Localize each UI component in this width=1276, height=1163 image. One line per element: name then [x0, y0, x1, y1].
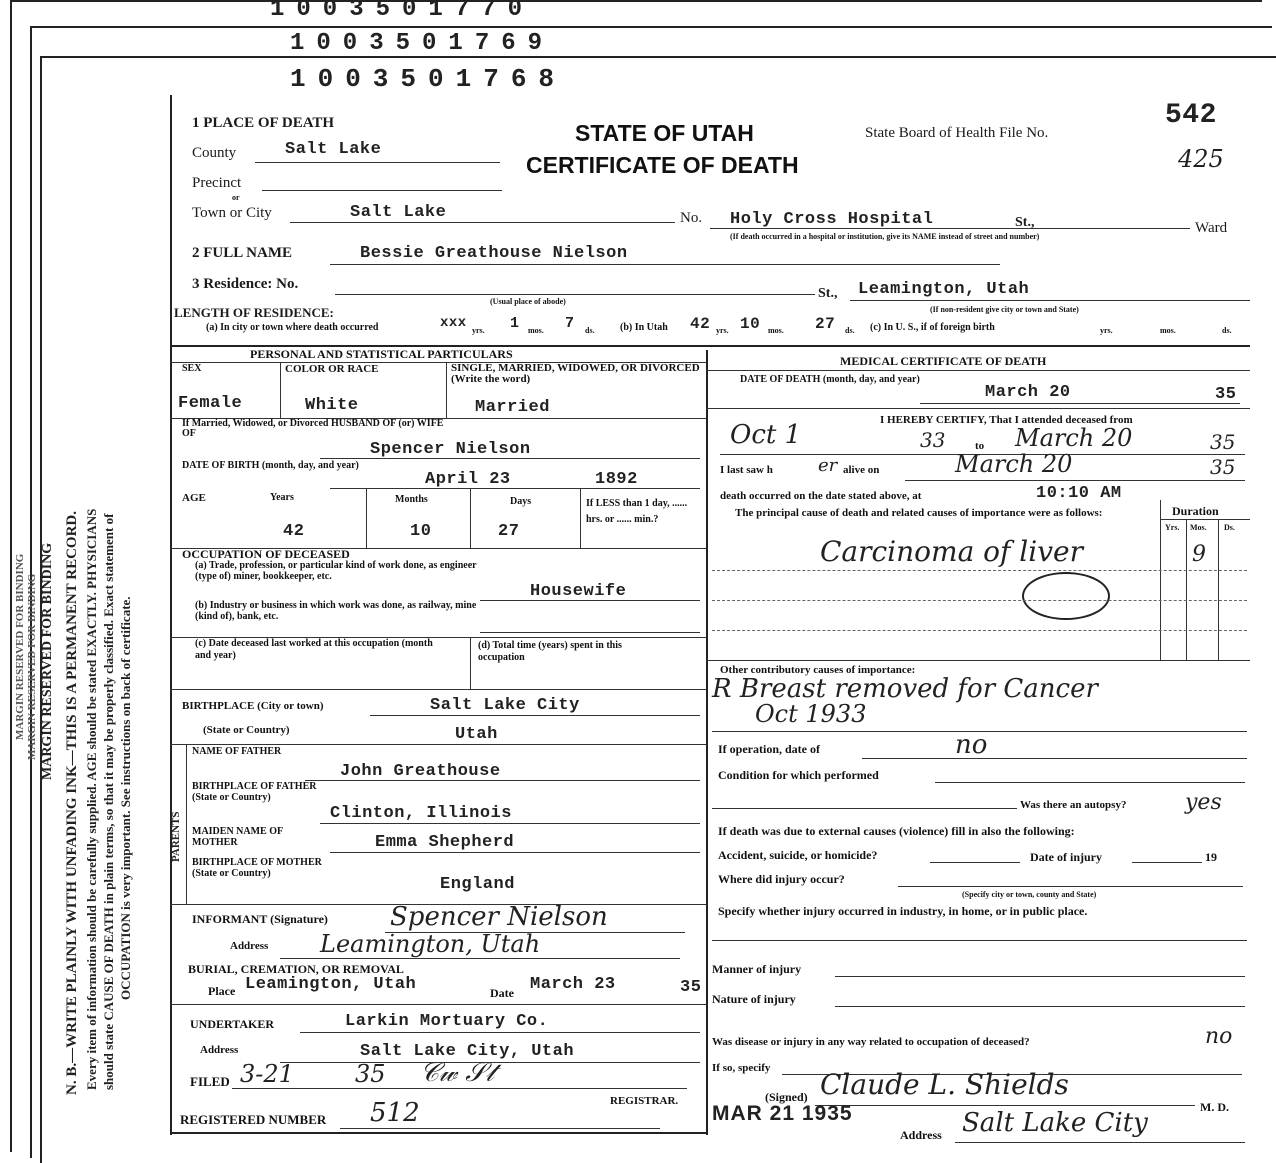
undertaker-label: UNDERTAKER [190, 1017, 275, 1031]
husband-value: Spencer Nielson [370, 440, 531, 459]
age-label: AGE [182, 492, 206, 504]
margin-instruction-2: should state CAUSE OF DEATH in plain terms, so that it may be properly classified. Exact statement of [101, 513, 116, 1090]
husband-label: If Married, Widowed, or Divorced HUSBAND OF (or) WIFE OF [182, 418, 444, 439]
nature-line [835, 1006, 1245, 1007]
birthplace-label: BIRTHPLACE (City or town) [182, 700, 324, 712]
operation-line [862, 758, 1247, 759]
dob-month-day: April 23 [425, 470, 511, 489]
hospital-value: Holy Cross Hospital [730, 210, 934, 229]
father-name-line [305, 780, 700, 781]
contributory-cause-1: R Breast removed for Cancer [712, 674, 1098, 704]
serial-number-1: 1003501770 [270, 0, 535, 23]
last-saw-year: 35 [1210, 455, 1236, 479]
abode-note: (Usual place of abode) [490, 297, 566, 306]
father-birthplace-value: Clinton, Illinois [330, 804, 512, 823]
residence-utah-years: 42 [690, 315, 711, 333]
county-value: Salt Lake [285, 140, 382, 159]
md-label: M. D. [1200, 1100, 1229, 1114]
occupation-label: OCCUPATION OF DECEASED [182, 547, 350, 561]
if-so-label: If so, specify [712, 1062, 771, 1074]
father-name-value: John Greathouse [340, 762, 501, 781]
duration-divider-1 [1186, 519, 1187, 660]
dod-value: March 20 [985, 383, 1071, 402]
marital-label: SINGLE, MARRIED, WIDOWED, OR DIVORCED (Write the word) [451, 362, 700, 385]
condition-label: Condition for which performed [718, 768, 879, 782]
residence-us-mos-label: mos. [1160, 326, 1176, 335]
received-date-stamp: MAR 21 1935 [712, 1102, 853, 1125]
street-no-label: No. [680, 210, 703, 226]
occupation-c-label: (c) Date deceased last worked at this occupation (month and year) [195, 638, 433, 661]
filed-date-value: 3-21 [240, 1060, 294, 1088]
margin-instruction-1: Every item of information should be carefully supplied. AGE should be stated EXACTLY. PHYSICIANS [84, 508, 99, 1090]
where-injury-label: Where did injury occur? [718, 872, 845, 886]
cause-code-stamp [1022, 572, 1110, 620]
informant-address-line [280, 958, 680, 959]
burial-place-label: Place [208, 984, 236, 998]
undertaker-address-value: Salt Lake City, Utah [360, 1042, 575, 1061]
margin-instruction-3: OCCUPATION is very important. See instructions on back of certificate. [118, 596, 133, 1000]
industry-line [480, 632, 700, 633]
injury-year-prefix: 19 [1205, 850, 1217, 864]
injury-date-line [1132, 862, 1202, 863]
residence-city-line [850, 300, 1250, 301]
age-years-value: 42 [283, 522, 305, 541]
age-months-value: 10 [410, 522, 432, 541]
time-of-death: 10:10 AM [1036, 484, 1122, 503]
registered-number-line [340, 1128, 660, 1129]
specify-injury-label: Specify whether injury occurred in industry, in home, or in public place. [718, 904, 1088, 918]
dod-year: 35 [1215, 385, 1237, 404]
disease-label: Was disease or injury in any way related to occupation of deceased? [712, 1036, 1030, 1048]
sex-label: SEX [182, 363, 202, 374]
residence-city-yrs-label: yrs. [472, 326, 485, 335]
dod-rule [706, 408, 1250, 409]
residence-city-ds-label: ds. [585, 326, 595, 335]
occupation-a-label: (a) Trade, profession, or particular kind of work done, as engineer (type of) miner, bookkeeper, etc. [195, 560, 477, 582]
duration-left-border [1160, 500, 1161, 660]
age-months-label: Months [395, 494, 428, 505]
full-name-label: 2 FULL NAME [192, 245, 293, 261]
mother-name-value: Emma Shepherd [375, 833, 515, 852]
residence-us-yrs-label: yrs. [1100, 326, 1113, 335]
residence-utah-days: 27 [815, 315, 836, 333]
color-value: White [305, 396, 359, 415]
dob-year: 1892 [595, 470, 638, 489]
county-line [255, 162, 500, 163]
duration-label: Duration [1172, 504, 1219, 518]
age-days-label: Days [510, 496, 532, 507]
last-saw-line [905, 480, 1245, 481]
occupation-line [480, 600, 700, 601]
town-line [290, 222, 675, 223]
medical-header-rule [706, 370, 1250, 371]
undertaker-address-label: Address [200, 1044, 239, 1056]
residence-label: 3 Residence: No. [192, 276, 299, 292]
manner-label: Manner of injury [712, 962, 802, 976]
residence-city-months: 1 [510, 315, 520, 332]
residence-us-label: (c) In U. S., if of foreign birth [870, 322, 995, 333]
accident-label: Accident, suicide, or homicide? [718, 848, 878, 862]
attended-to-year: 35 [1210, 430, 1236, 454]
marital-value: Married [475, 398, 550, 417]
residence-city-days: 7 [565, 315, 575, 332]
age-divider-1 [366, 488, 367, 548]
residence-city-years: xxx [440, 315, 467, 331]
occupation-value: Housewife [530, 582, 627, 601]
margin-nb-line: N. B.—WRITE PLAINLY WITH UNFADING INK—THIS IS A PERMANENT RECORD. [64, 511, 80, 1095]
attended-to: March 20 [1015, 424, 1133, 452]
dod-label: DATE OF DEATH (month, day, and year) [740, 374, 920, 385]
burial-rule [170, 1004, 706, 1005]
last-saw-her: er [818, 455, 838, 476]
filed-label: FILED [190, 1074, 230, 1089]
informant-address-label: Address [230, 940, 269, 952]
signature-line [815, 1105, 1195, 1106]
full-name-line [330, 264, 1000, 265]
burial-place-value: Leamington, Utah [245, 975, 417, 994]
precinct-label: Precinct [192, 175, 242, 191]
operation-value: no [955, 730, 988, 760]
dob-label: DATE OF BIRTH (month, day, and year) [182, 460, 359, 471]
occupation-cd-divider [470, 637, 471, 689]
form-bottom-rule [170, 1132, 706, 1134]
last-saw-value: March 20 [955, 450, 1073, 478]
autopsy-label: Was there an autopsy? [1020, 799, 1127, 811]
cause-line-1 [712, 570, 1247, 571]
residence-utah-ds-label: ds. [845, 326, 855, 335]
condition-line-2 [712, 808, 1017, 809]
residence-utah-yrs-label: yrs. [716, 326, 729, 335]
residence-utah-label: (b) In Utah [620, 322, 668, 333]
residence-city-label: (a) In city or town where death occurred [206, 322, 379, 333]
residence-city-mos-label: mos. [528, 326, 544, 335]
precinct-line [262, 190, 502, 191]
cause-bottom-rule [706, 660, 1250, 661]
contributory-label: Other contributory causes of importance: [720, 664, 916, 676]
autopsy-value: yes [1185, 790, 1222, 815]
residence-value: Leamington, Utah [858, 280, 1030, 299]
filed-year-value: 35 [355, 1060, 386, 1088]
mother-birthplace-label: BIRTHPLACE OF MOTHER (State or Country) [192, 857, 322, 879]
birthplace-rule [170, 744, 706, 745]
cause-line-2 [712, 600, 1247, 601]
cause-line-3 [712, 630, 1247, 631]
age-years-label: Years [270, 492, 294, 503]
mother-name-line [330, 852, 700, 853]
hospital-line [710, 228, 1190, 229]
residence-utah-months: 10 [740, 315, 761, 333]
filed-line [232, 1088, 687, 1089]
age-divider-2 [470, 488, 471, 548]
residence-utah-mos-label: mos. [768, 326, 784, 335]
burial-label: BURIAL, CREMATION, OR REMOVAL [188, 962, 404, 976]
state-title: STATE OF UTAH [575, 120, 754, 146]
dob-line [330, 488, 700, 489]
father-birthplace-label: BIRTHPLACE OF FATHER (State or Country) [192, 781, 317, 803]
alive-on-label: alive on [843, 464, 880, 476]
where-injury-note: (Specify city or town, county and State) [962, 890, 1097, 899]
informant-label: INFORMANT (Signature) [192, 912, 328, 926]
length-residence-label: LENGTH OF RESIDENCE: [174, 305, 334, 320]
column-divider [706, 350, 708, 1135]
street-label: St., [1015, 215, 1035, 230]
parents-divider [186, 744, 187, 904]
file-number-label: State Board of Health File No. [865, 125, 1049, 141]
specify-injury-line [712, 940, 1247, 941]
injury-date-label: Date of injury [1030, 850, 1102, 864]
mother-birthplace-value: England [440, 875, 515, 894]
birthplace-state-label: (State or Country) [203, 724, 290, 736]
duration-mos-label: Mos. [1190, 523, 1207, 532]
sex-value: Female [178, 394, 243, 413]
color-marital-divider [446, 362, 447, 418]
sex-color-divider [280, 362, 281, 418]
operation-label: If operation, date of [718, 742, 820, 756]
external-causes-label: If death was due to external causes (violence) fill in also the following: [718, 824, 1075, 838]
nonresident-note: (If non-resident give city or town and State) [930, 305, 1079, 314]
manner-line [835, 976, 1245, 977]
contributory-cause-2: Oct 1933 [755, 700, 867, 728]
occupation-d-label: (d) Total time (years) spent in this occupation [478, 640, 622, 663]
file-number-handwritten: 425 [1178, 145, 1224, 173]
cause-of-death: Carcinoma of liver [820, 535, 1083, 568]
disease-value: no [1205, 1024, 1233, 1049]
file-number: 542 [1165, 100, 1217, 131]
less-than-day-label: If LESS than 1 day, ...... hrs. or ...... min.? [586, 498, 688, 525]
serial-number-2: 1003501769 [290, 30, 555, 57]
margin-reserved-1: MARGIN RESERVED FOR BINDING [14, 553, 26, 740]
dod-line [920, 403, 1240, 404]
age-divider-3 [580, 488, 581, 548]
duration-yrs-label: Yrs. [1165, 523, 1180, 532]
condition-line [935, 782, 1245, 783]
husband-line [320, 458, 700, 459]
ward-label: Ward [1195, 220, 1228, 236]
accident-line [930, 862, 1020, 863]
undertaker-value: Larkin Mortuary Co. [345, 1012, 549, 1031]
birthplace-state-value: Utah [455, 725, 498, 744]
mother-name-label: MAIDEN NAME OF MOTHER [192, 826, 283, 848]
personal-header: PERSONAL AND STATISTICAL PARTICULARS [250, 347, 513, 361]
certificate-title: CERTIFICATE OF DEATH [526, 152, 799, 178]
age-days-value: 27 [498, 522, 520, 541]
last-saw-label: I last saw h [720, 464, 773, 476]
birthplace-city-value: Salt Lake City [430, 696, 580, 715]
burial-date-value: March 23 [530, 975, 616, 994]
residence-us-ds-label: ds. [1222, 326, 1232, 335]
signed-label: (Signed) [765, 1090, 808, 1104]
attended-to-label: to [975, 440, 985, 452]
registered-number-label: REGISTERED NUMBER [180, 1112, 327, 1127]
duration-header-rule [1160, 519, 1250, 520]
informant-address-value: Leamington, Utah [320, 930, 541, 958]
certify-text: I HEREBY CERTIFY, That I attended deceased from [880, 414, 1133, 426]
or-label: or [232, 193, 240, 202]
form-left-border [170, 95, 172, 1135]
margin-reserved-3: MARGIN RESERVED FOR BINDING [40, 542, 55, 780]
serial-number-3: 1003501768 [290, 64, 567, 94]
informant-signature: Spencer Nielson [390, 902, 608, 932]
residence-line [335, 294, 815, 295]
place-of-death-label: 1 PLACE OF DEATH [192, 115, 335, 131]
registered-number-value: 512 [370, 1098, 420, 1128]
residence-street-label: St., [818, 286, 838, 301]
father-name-label: NAME OF FATHER [192, 746, 282, 757]
attended-from: Oct 1 [730, 420, 802, 450]
registrar-label: REGISTRAR. [610, 1095, 679, 1107]
physician-address-label: Address [900, 1128, 942, 1142]
medical-header: MEDICAL CERTIFICATE OF DEATH [840, 354, 1047, 368]
where-injury-line [898, 886, 1243, 887]
duration-divider-2 [1218, 519, 1219, 660]
color-label: COLOR OR RACE [285, 363, 379, 375]
death-occurred-label: death occurred on the date stated above, at [720, 490, 922, 502]
registrar-signature: 𝒞𝓌 𝒮𝓉 [420, 1058, 495, 1088]
cause-duration-months: 9 [1192, 542, 1206, 567]
parents-label: PARENTS [170, 811, 182, 862]
birthplace-city-line [370, 715, 700, 716]
town-label: Town or City [192, 205, 272, 221]
cause-label: The principal cause of death and related causes of importance were as follows: [735, 507, 1103, 519]
county-label: County [192, 145, 237, 161]
attended-from-year: 33 [920, 428, 946, 452]
margin-reserved-2: MARGIN RESERVED FOR BINDING [26, 573, 38, 760]
nature-label: Nature of injury [712, 992, 796, 1006]
father-birthplace-line [320, 823, 700, 824]
undertaker-line [300, 1032, 700, 1033]
burial-year-value: 35 [680, 978, 702, 997]
full-name-value: Bessie Greathouse Nielson [360, 244, 628, 263]
town-value: Salt Lake [350, 203, 447, 222]
burial-date-label: Date [490, 986, 514, 1000]
occupation-b-label: (b) Industry or business in which work was done, as railway, mine (kind of), bank, etc. [195, 600, 477, 622]
duration-ds-label: Ds. [1224, 523, 1235, 532]
hospital-note: (If death occurred in a hospital or institution, give its NAME instead of street and number) [730, 232, 1040, 241]
physician-address-value: Salt Lake City [962, 1108, 1148, 1138]
occupation-bottom-rule [170, 689, 706, 690]
physician-address-line [955, 1142, 1245, 1143]
physician-signature: Claude L. Shields [820, 1068, 1069, 1101]
